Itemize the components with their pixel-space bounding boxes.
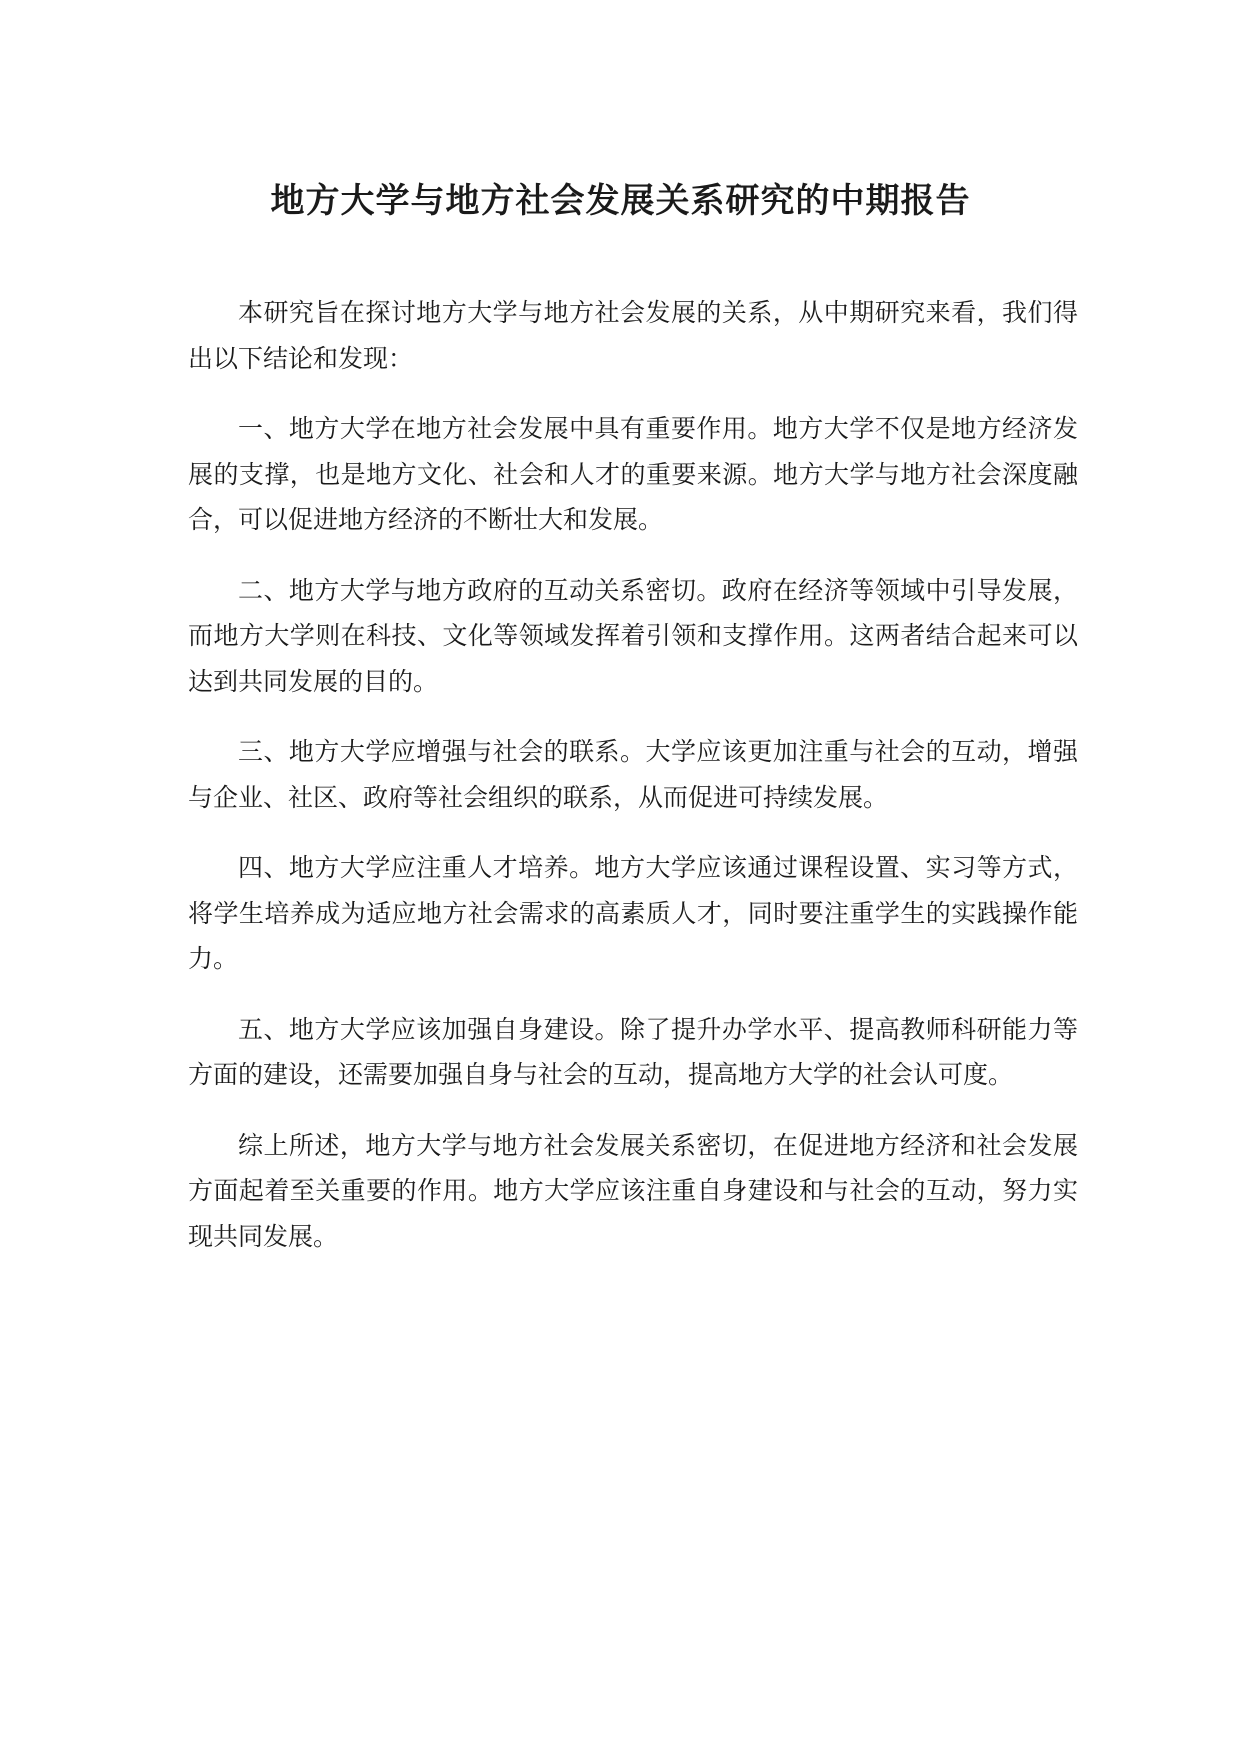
document-title: 地方大学与地方社会发展关系研究的中期报告 [270, 181, 971, 221]
finding-4-paragraph: 四、地方大学应注重人才培养。地方大学应该通过课程设置、实习等方式，将学生培养成为适应地方社会需求的高素质人才，同时要注重学生的实践操作能力。 [188, 853, 1078, 973]
finding-3-paragraph: 三、地方大学应增强与社会的联系。大学应该更加注重与社会的互动，增强与企业、社区、政府等社会组织的联系，从而促进可持续发展。 [188, 737, 1078, 812]
finding-5-paragraph: 五、地方大学应该加强自身建设。除了提升办学水平、提高教师科研能力等方面的建设，还需要加强自身与社会的互动，提高地方大学的社会认可度。 [188, 1014, 1078, 1089]
intro-paragraph: 本研究旨在探讨地方大学与地方社会发展的关系，从中期研究来看，我们得出以下结论和发现： [188, 298, 1078, 373]
finding-2-paragraph: 二、地方大学与地方政府的互动关系密切。政府在经济等领域中引导发展，而地方大学则在科技、文化等领域发挥着引领和支撑作用。这两者结合起来可以达到共同发展的目的。 [188, 575, 1078, 696]
finding-1-paragraph: 一、地方大学在地方社会发展中具有重要作用。地方大学不仅是地方经济发展的支撑，也是地方文化、社会和人才的重要来源。地方大学与地方社会深度融合，可以促进地方经济的不断壮大和发展。 [188, 414, 1078, 534]
document-body [188, 290, 1078, 1284]
conclusion-paragraph: 综上所述，地方大学与地方社会发展关系密切，在促进地方经济和社会发展方面起着至关重要的作用。地方大学应该注重自身建设和与社会的互动，努力实现共同发展。 [188, 1130, 1078, 1251]
